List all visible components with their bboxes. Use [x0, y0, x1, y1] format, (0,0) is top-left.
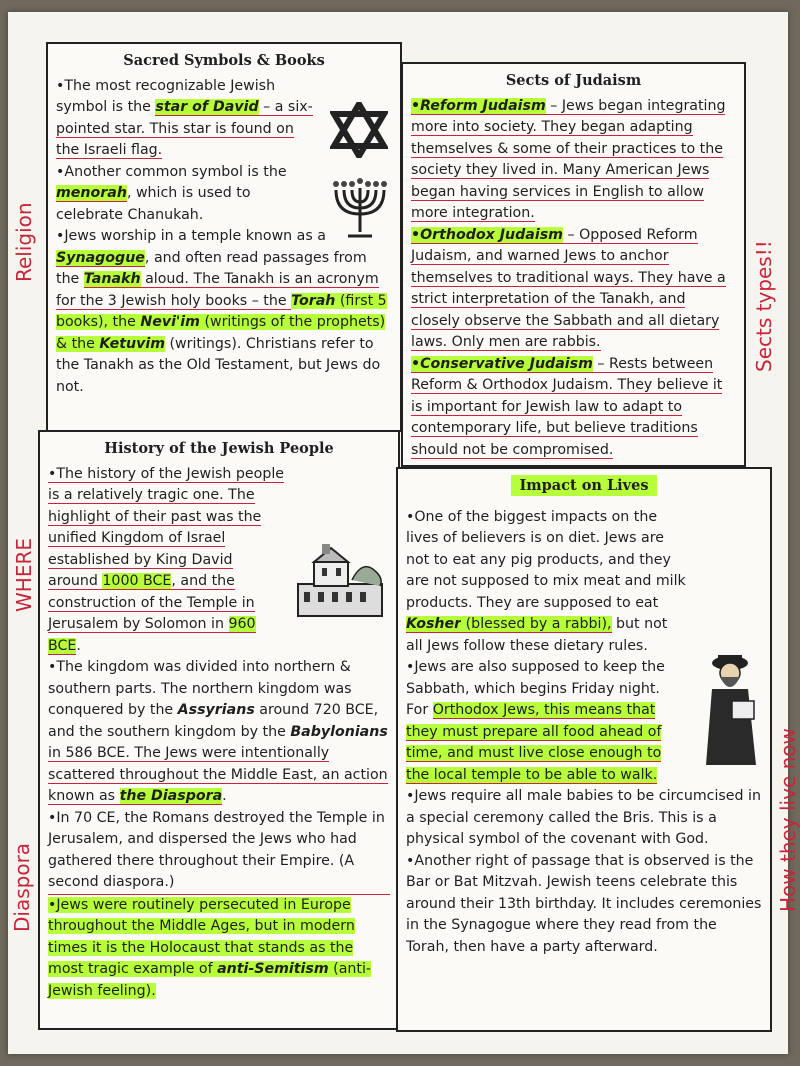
margin-note-where: WHERE	[12, 538, 36, 612]
margin-note-sects-types: Sects types!!	[752, 240, 776, 372]
key-term: star of David	[155, 99, 259, 115]
key-term: Ketuvim	[99, 335, 165, 352]
key-term: Kosher	[406, 616, 462, 632]
margin-note-diaspora: Diaspora	[10, 842, 34, 932]
key-term: Torah	[291, 292, 336, 309]
paragraph: •Orthodox Judaism – Opposed Reform Judaism, and warned Jews to anchor themselves to traditional ways. They have a strict interpretation of the Tanakh, and closely observe the Sabbath and all dietary laws. Only men are rabbis.	[411, 226, 726, 350]
paragraph: •One of the biggest impacts on the lives of believers is on diet. Jews are not to eat any pig products, and they are not supposed to mix meat and milk products. They are supposed to eat Kosher (blessed by a rabbi), but not all Jews follow these dietary rules.	[406, 508, 686, 654]
star-of-david-icon	[330, 102, 388, 158]
section-title: Sacred Symbols & Books	[123, 52, 325, 69]
key-date: 960 BCE	[48, 616, 256, 654]
section-title: History of the Jewish People	[104, 440, 334, 457]
key-term: the Diaspora	[119, 788, 223, 804]
rabbi-icon	[698, 649, 764, 769]
key-term: Synagogue	[56, 249, 145, 266]
paragraph: •Jews worship in a temple known as a Synagogue, and often read passages from the Tanakh aloud. The Tanakh is an acronym for the 3 Jewish holy books – the Torah (first 5 books), the Nevi'im (writings of the prophets) & the Ketuvim (writings). Christians refer to the Tanakh as the Old Testament, but Jews do not.	[56, 228, 387, 395]
key-term: •Conservative Judaism	[411, 355, 593, 372]
key-term: menorah	[56, 185, 127, 201]
section-title: Sects of Judaism	[505, 72, 642, 89]
paragraph: •Reform Judaism – Jews began integrating more into society. They began adapting themselves & some of their practices to the society they lived in. Many American Jews began having services in English to allow more integration.	[411, 97, 726, 221]
key-term: Nevi'im	[140, 314, 200, 330]
key-term: anti-Semitism	[217, 961, 329, 977]
worksheet-page	[8, 12, 800, 1054]
section-title: Impact on Lives	[511, 475, 656, 496]
paragraph: •The kingdom was divided into northern & southern parts. The northern kingdom was conquered by the Assyrians around 720 BCE, and the southern kingdom by the Babylonians in 586 BCE. The Jews were intentionally scattered throughout the Middle East, an action known as the Diaspora.	[48, 659, 388, 804]
paragraph: •Jews require all male babies to be circumcised in a special ceremony called the Bris. This is a physical symbol of the covenant with God.	[406, 788, 761, 847]
paragraph: •In 70 CE, the Romans destroyed the Temple in Jerusalem, and dispersed the Jews who had gathered there throughout their Empire. (A second diaspora.)	[48, 808, 390, 895]
section-symbols	[46, 42, 402, 432]
paragraph: •The most recognizable Jewish symbol is the star of David – a six-pointed star. This star is found on the Israeli flag.	[56, 77, 313, 158]
section-history	[38, 430, 400, 1030]
section-impact	[396, 467, 772, 1032]
paragraph: •Jews were routinely persecuted in Europe throughout the Middle Ages, but in modern times it is the Holocaust that stands as the most tragic example of anti-Semitism (anti-Jewish feeling).	[48, 896, 372, 999]
margin-note-religion: Religion	[12, 202, 36, 282]
paragraph: •Jews are also supposed to keep the Sabbath, which begins Friday night. For Orthodox Jews, this means that they must prepare all food ahead of time, and must live close enough to the local temple to be able to walk.	[406, 659, 665, 783]
key-term: Tanakh	[83, 271, 141, 287]
margin-note-how-they-live: How they live now	[776, 728, 800, 912]
key-date: 1000 BCE	[102, 573, 172, 589]
paragraph: •Another right of passage that is observed is the Bar or Bat Mitzvah. Jewish teens celebrate this around their 13th birthday. It includes ceremonies in the Synagogue where they read from the Torah, then have a party afterward.	[406, 852, 762, 955]
section-sects	[401, 62, 746, 467]
key-term: •Orthodox Judaism	[411, 226, 563, 243]
symbols-intro	[56, 76, 318, 227]
key-term: •Reform Judaism	[411, 97, 546, 114]
temple-icon	[292, 540, 388, 622]
paragraph: •Conservative Judaism – Rests between Reform & Orthodox Judaism. They believe it is important for Jewish law to adapt to contemporary life, but believe traditions should not be compromised.	[411, 355, 723, 458]
paragraph: •The history of the Jewish people is a relatively tragic one. The highlight of their past was the unified Kingdom of Israel established by King David around 1000 BCE, and the construction of the Temple in Jerusalem by Solomon in 960 BCE.	[48, 465, 284, 654]
menorah-icon	[328, 174, 392, 244]
paragraph: •Another common symbol is the menorah, which is used to celebrate Chanukah.	[56, 163, 287, 223]
